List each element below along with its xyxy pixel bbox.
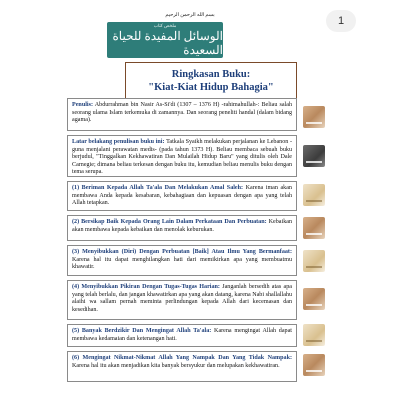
section-body: Karena hal itu akan menjadikan kita banyak bersyukur dan melupakan kekhawatiran. bbox=[72, 362, 280, 369]
page-number-badge: 1 bbox=[326, 10, 356, 32]
section-heading: (5) Banyak Berdzikir Dan Mengingat Allah Ta'ala: bbox=[72, 328, 212, 334]
illustration-dhikr-icon bbox=[303, 324, 325, 346]
section-tip-5 bbox=[67, 324, 297, 347]
section-tip-3 bbox=[67, 245, 297, 276]
section-tip-2 bbox=[67, 215, 297, 241]
illustration-kindness-icon bbox=[303, 217, 325, 239]
illustration-blessings-icon bbox=[303, 354, 325, 376]
section-heading: (2) Bersikap Baik Kepada Orang Lain Dalam Perkataan Dan Perbuatan: bbox=[72, 219, 267, 225]
section-body: Tatkala Syaikh melakukan perjalanan ke Lebanon -guna menjalani perawatan medis- (pada tahun 1373 H). Beliau membaca sebuah buku berjudul, "Tinggalkan Kekhawatiran Dan Mulailah Hidup Baru" yang ditulis oleh Dale Carnegie; dimana beliau terkesan dengan buku itu, kemudian beliau menulis buku dengan tema serupa. bbox=[72, 139, 292, 176]
section-tip-6 bbox=[67, 351, 297, 382]
section-heading: (3) Menyibukkan (Diri) Dengan Perbuatan [Baik] Atau Ilmu Yang Bermanfaat: bbox=[72, 249, 292, 255]
title-line-2: "Kiat-Kiat Hidup Bahagia" bbox=[148, 82, 274, 93]
section-body: Kebaikan akan membawa kepada kebaikan dan menolak keburukan. bbox=[72, 219, 292, 233]
section-author bbox=[67, 98, 297, 131]
section-heading: (6) Mengingat Nikmat-Nikmat Allah Yang Nampak Dan Yang Tidak Nampak: bbox=[72, 355, 292, 361]
title-box bbox=[125, 62, 297, 100]
section-tip-1 bbox=[67, 181, 297, 211]
summary-page bbox=[65, 10, 315, 400]
illustration-author-icon bbox=[303, 106, 325, 128]
banner-title: الوسائل المفيدة للحياة السعيدة bbox=[112, 29, 223, 57]
section-heading: (1) Beriman Kepada Allah Ta'ala Dan Melakukan Amal Saleh: bbox=[72, 185, 244, 191]
section-body: Abdurrahman bin Nasir As-Si'di (1307 – 1376 H) -rahimahullah-: Beliau salah seorang ulama Islam terkemuka di zamannya. Dan seorang peneliti handal (dalam bidang agama). bbox=[72, 102, 292, 124]
section-heading: Penulis: bbox=[72, 102, 93, 108]
section-body: Karena iman akan membawa Anda kepada kesabaran, kebahagiaan dan kepuasan dengan apa yang telah Allah tetapkan. bbox=[72, 185, 292, 207]
illustration-work-icon bbox=[303, 250, 325, 272]
section-background bbox=[67, 135, 297, 177]
section-heading: (4) Menyibukkan Pikiran Dengan Tugas-Tugas Harian: bbox=[72, 284, 220, 290]
title-line-1: Ringkasan Buku: bbox=[171, 69, 251, 80]
illustration-book-icon bbox=[303, 145, 325, 167]
header-banner bbox=[107, 22, 223, 58]
bismillah-text: بسم الله الرحمن الرحيم bbox=[165, 13, 215, 18]
section-heading: Latar belakang penulisan buku ini: bbox=[72, 139, 165, 145]
section-body: Karena mengingat Allah dapat membawa kedamaian dan ketenangan hati. bbox=[72, 328, 293, 342]
banner-subtitle: ملخص كتاب bbox=[153, 23, 177, 28]
illustration-faith-icon bbox=[303, 184, 325, 206]
illustration-tasks-icon bbox=[303, 288, 325, 310]
section-tip-4 bbox=[67, 280, 297, 320]
section-body: Janganlah bersedih atas apa yang telah berlalu, dan jangan khawatirkan apa yang akan datang, karena Nabi shallallahu alaihi wa sallam pernah meminta perlindungan kepada Allah dari kecemasan dan kesedihan. bbox=[72, 284, 292, 313]
section-body: Karena hal itu dapat menghilangkan hati dari memikirkan apa yang membuatmu khawatir. bbox=[72, 256, 292, 271]
